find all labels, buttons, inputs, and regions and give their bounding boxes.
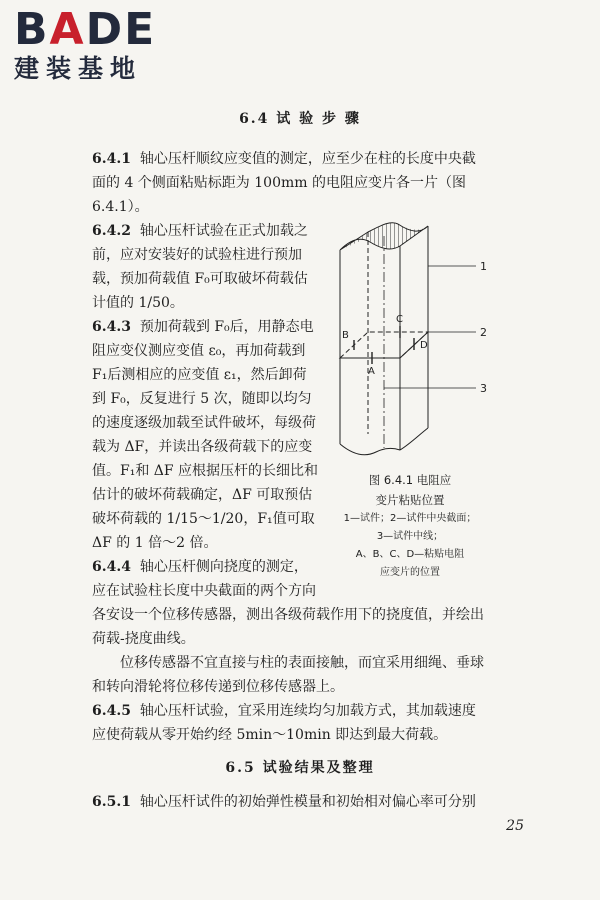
page-number: 25 [506, 818, 524, 834]
figure-caption [330, 470, 490, 582]
paragraph-6-4-4-b-cont: 和转向滑轮将位移传递到位移传感器上。 [92, 679, 344, 695]
legend-line: 3—试件中线； [376, 531, 444, 542]
paragraph-6-4-4-b: 位移传感器不宜直接与柱的表面接触，而宜采用细绳、垂球 [120, 655, 484, 671]
paragraph-6-4-4: 6.4.4 轴心压杆侧向挠度的测定， 应在试验柱长度中央截面的两个方向 [92, 559, 316, 599]
label-b: B [342, 330, 349, 341]
legend-line: 1—试件；2—试件中央截面； [343, 513, 477, 524]
clause-number: 6.4.4 [92, 559, 131, 575]
label-1: 1 [480, 260, 487, 273]
brand-logo [14, 6, 156, 84]
logo-mark [14, 6, 156, 54]
legend-line: 应变片的位置 [380, 567, 440, 578]
paragraph-6-4-1: 6.4.1 轴心压杆顺纹应变值的测定，应至少在柱的长度中央截 面的 4 个侧面粘贴标距为 100mm 的电阻应变片各一片（图 6.4.1）。 [92, 151, 476, 215]
label-2: 2 [480, 326, 487, 339]
label-c: C [396, 314, 403, 325]
label-d: D [420, 340, 428, 351]
figure-strain-gauge-diagram [330, 222, 502, 472]
clause-number: 6.4.3 [92, 319, 131, 335]
paragraph-6-4-5: 6.4.5 轴心压杆试验，宜采用连续均匀加载方式，其加载速度 应使荷载从零开始约经 5min～10min 即达到最大荷载。 [92, 703, 476, 743]
paragraph-6-4-3: 6.4.3 预加荷载到 F₀后，用静态电 阻应变仪测应变值 ε₀，再加荷载到 F₁后测相应的应变值 ε₁，然后卸荷 到 F₀，反复进行 5 次，随即以均匀 的速度逐级加载至试件破坏，每级荷 载为 ΔF，并读出各级荷载下的应变 值。F₁和 ΔF 应根据压杆的长细比和 估计的破坏荷载确定，ΔF 可取预估 破坏荷载的 1/15～1/20，F₁值可取 ΔF 的 1 倍～2 倍。 [92, 319, 319, 551]
clause-number: 6.4.5 [92, 703, 131, 719]
clause-number: 6.4.2 [92, 223, 131, 239]
legend-line: A、B、C、D—粘贴电阻 [355, 549, 465, 560]
clause-number: 6.4.1 [92, 151, 131, 167]
paragraph-6-5-1: 6.5.1 轴心压杆试件的初始弹性模量和初始相对偏心率可分别 [92, 794, 476, 810]
clause-number: 6.5.1 [92, 794, 131, 810]
logo-mark-text: BADE [14, 4, 157, 55]
caption-line-1: 图 6.4.1 电阻应 [368, 473, 452, 487]
label-a: A [368, 366, 375, 377]
caption-line-2: 变片粘贴位置 [375, 493, 445, 507]
paragraph-6-4-2: 6.4.2 轴心压杆试验在正式加载之 前，应对安装好的试验柱进行预加 载，预加荷载值 F₀可取破坏荷载估 计值的 1/50。 [92, 223, 308, 311]
section-heading-6-5: 6.5 试验结果及整理 [225, 760, 375, 776]
paragraph-6-4-4-cont: 各安设一个位移传感器，测出各级荷载作用下的挠度值，并绘出 荷载-挠度曲线。 [92, 607, 484, 647]
label-3: 3 [480, 382, 487, 395]
section-heading-6-4: 6.4 试 验 步 骤 [239, 111, 361, 127]
logo-subtitle: 建装基地 [14, 54, 143, 83]
